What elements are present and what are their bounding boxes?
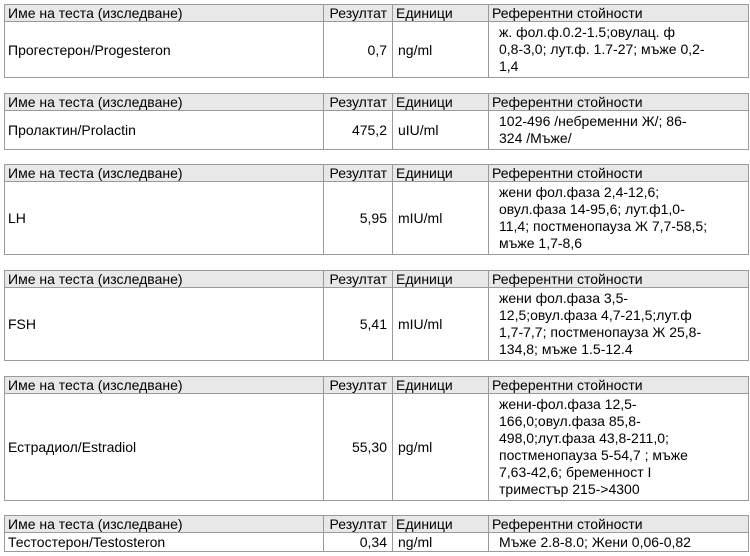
header-test-name: Име на теста (изследване) <box>5 94 324 111</box>
header-reference: Референтни стойности <box>489 516 749 533</box>
test-result: 0,7 <box>324 22 393 78</box>
table-header-row <box>5 5 749 22</box>
header-result: Резултат <box>324 165 393 182</box>
test-name: FSH <box>5 288 324 361</box>
test-name: Тестостерон/Testosteron <box>5 533 324 552</box>
header-result: Резултат <box>324 94 393 111</box>
test-unit: ng/ml <box>393 22 489 78</box>
header-test-name: Име на теста (изследване) <box>5 516 324 533</box>
header-result: Резултат <box>324 377 393 394</box>
table-header-row <box>5 94 749 111</box>
test-reference: жени фол.фаза 3,5- 12,5;овул.фаза 4,7-21,5;лут.ф 1,7-7,7; постменопауза Ж 25,8- 134,8; мъже 1.5-12.4 <box>489 288 749 361</box>
test-name: Пролактин/Prolactin <box>5 111 324 150</box>
table-header-row <box>5 377 749 394</box>
test-unit: mIU/ml <box>393 288 489 361</box>
table-header-row <box>5 271 749 288</box>
header-units: Единици <box>393 516 489 533</box>
test-unit: ng/ml <box>393 533 489 552</box>
header-reference: Референтни стойности <box>489 5 749 22</box>
table-row <box>5 394 749 501</box>
lab-test-table-testosterone <box>4 515 749 552</box>
lab-test-table-estradiol <box>4 376 749 501</box>
lab-test-table-fsh <box>4 270 749 361</box>
test-reference: ж. фол.ф.0.2-1.5;овулац. ф 0,8-3,0; лут.ф. 1.7-27; мъже 0,2- 1,4 <box>489 22 749 78</box>
test-unit: mIU/ml <box>393 182 489 255</box>
test-reference: жени фол.фаза 2,4-12,6; овул.фаза 14-95,6; лут.ф1,0- 11,4; постменопауза Ж 7,7-58,5; мъже 1,7-8,6 <box>489 182 749 255</box>
lab-test-table-prolactin <box>4 93 749 150</box>
header-test-name: Име на теста (изследване) <box>5 5 324 22</box>
header-units: Единици <box>393 377 489 394</box>
test-unit: uIU/ml <box>393 111 489 150</box>
header-units: Единици <box>393 5 489 22</box>
table-header-row <box>5 165 749 182</box>
lab-test-table-progesterone <box>4 4 749 78</box>
header-units: Единици <box>393 165 489 182</box>
lab-test-table-lh <box>4 164 749 255</box>
table-row <box>5 533 749 552</box>
test-result: 475,2 <box>324 111 393 150</box>
header-test-name: Име на теста (изследване) <box>5 271 324 288</box>
test-reference: жени-фол.фаза 12,5- 166,0;овул.фаза 85,8- 498,0;лут.фаза 43,8-211,0; постменопауза 5-54,7 ; мъже 7,63-42,6; бременност I триместър 215->4300 <box>489 394 749 501</box>
table-row <box>5 288 749 361</box>
header-reference: Референтни стойности <box>489 94 749 111</box>
header-test-name: Име на теста (изследване) <box>5 165 324 182</box>
header-result: Резултат <box>324 516 393 533</box>
table-header-row <box>5 516 749 533</box>
test-name: Естрадиол/Estradiol <box>5 394 324 501</box>
header-result: Резултат <box>324 271 393 288</box>
test-result: 5,41 <box>324 288 393 361</box>
header-units: Единици <box>393 271 489 288</box>
header-test-name: Име на теста (изследване) <box>5 377 324 394</box>
test-result: 55,30 <box>324 394 393 501</box>
table-row <box>5 182 749 255</box>
header-units: Единици <box>393 94 489 111</box>
test-result: 5,95 <box>324 182 393 255</box>
header-reference: Референтни стойности <box>489 165 749 182</box>
test-result: 0,34 <box>324 533 393 552</box>
table-row <box>5 111 749 150</box>
test-name: LH <box>5 182 324 255</box>
test-reference: 102-496 /небременни Ж/; 86- 324 /Мъже/ <box>489 111 749 150</box>
header-reference: Референтни стойности <box>489 377 749 394</box>
test-reference: Мъже 2.8-8.0; Жени 0,06-0,82 <box>489 533 749 552</box>
test-name: Прогестерон/Progesteron <box>5 22 324 78</box>
header-result: Резултат <box>324 5 393 22</box>
test-unit: pg/ml <box>393 394 489 501</box>
header-reference: Референтни стойности <box>489 271 749 288</box>
table-row <box>5 22 749 78</box>
